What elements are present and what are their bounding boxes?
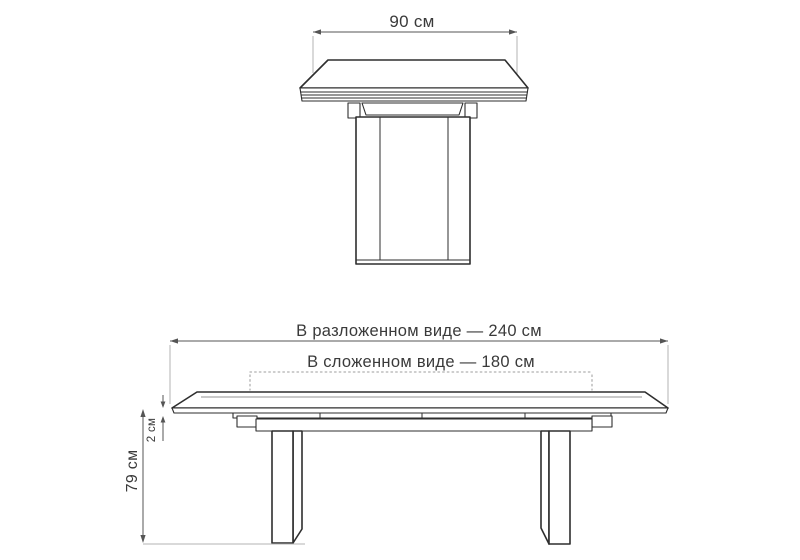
side-tabletop [172,392,668,413]
thickness-dimension-label: 2 см [146,417,159,443]
width-dimension-label: 90 см [389,12,435,31]
side-left-leg-inner-face [293,431,302,543]
front-understructure [348,103,477,118]
side-left-bracket [237,416,257,427]
height-dimension-label: 79 см [124,449,142,493]
side-view [124,322,668,544]
side-right-bracket [592,416,612,427]
side-apron [256,419,592,431]
front-pedestal-body [356,117,470,264]
side-left-leg [272,431,302,543]
extended-dimension-arrow-left [170,338,178,343]
thickness-dimension [146,395,165,442]
thickness-arrow-up [161,416,166,423]
side-right-leg-front-face [549,431,570,544]
side-left-leg-front-face [272,431,293,543]
front-tabletop-surface [300,60,528,88]
thickness-arrow-down [161,402,166,409]
height-dimension [124,409,145,543]
side-right-leg-inner-face [541,431,549,544]
folded-dimension [250,353,592,390]
front-support-rail [362,103,463,115]
side-tabletop-edge-band [172,408,668,413]
width-dimension-arrow-right [509,29,517,34]
folded-dimension-label: В сложенном виде — 180 см [307,353,535,371]
extended-dimension-label: В разложенном виде — 240 см [296,322,542,340]
front-tabletop [300,60,528,101]
side-tabletop-surface [172,392,668,408]
height-dimension-arrow-bottom [140,535,145,543]
front-left-bracket [348,103,360,118]
width-dimension-arrow-left [313,29,321,34]
side-right-leg [541,431,570,544]
front-pedestal [356,117,470,264]
extended-dimension-arrow-right [660,338,668,343]
front-view [300,12,528,264]
side-understructure [233,413,612,431]
front-right-bracket [465,103,477,118]
height-dimension-arrow-top [140,409,145,417]
